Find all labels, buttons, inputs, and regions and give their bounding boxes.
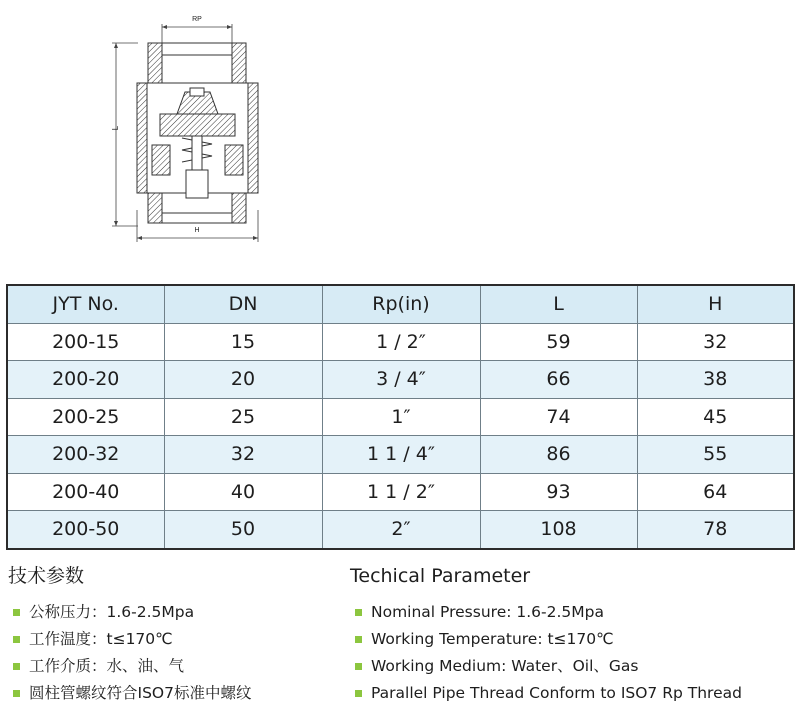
l-dimension [111,43,138,226]
bullet-square-icon [13,636,20,643]
cell-dn: 40 [164,473,322,511]
params-cn-title: 技术参数 [8,565,85,587]
list-item [8,653,338,680]
table-row [7,361,794,399]
bullet-square-icon [13,663,20,670]
spec-table [6,284,795,550]
bullet-square-icon [13,690,20,697]
cell-l: 66 [480,361,637,399]
cell-rp: 1 / 2″ [322,323,480,361]
valve-technical-drawing [100,10,300,245]
bullet-square-icon [355,636,362,643]
param-text: 圆柱管螺纹符合ISO7标准中螺纹 [29,684,252,702]
h-label: H [194,227,200,234]
cell-rp: 1 1 / 4″ [322,436,480,474]
param-text: 公称压力：1.6-2.5Mpa [29,603,195,621]
header-jyt-no: JYT No. [7,285,164,323]
params-en-title: Techical Parameter [350,565,531,587]
header-dn: DN [164,285,322,323]
params-chinese [8,563,338,707]
bullet-square-icon [355,690,362,697]
cell-jyt-no: 200-40 [7,473,164,511]
table-row [7,436,794,474]
header-l: L [480,285,637,323]
header-rp: Rp(in) [322,285,480,323]
cell-jyt-no: 200-25 [7,398,164,436]
cell-l: 59 [480,323,637,361]
params-cn-list [8,599,338,707]
bullet-square-icon [355,663,362,670]
params-english [350,563,790,707]
table-row [7,473,794,511]
cell-rp: 1 1 / 2″ [322,473,480,511]
valve-body [137,43,258,223]
list-item [350,599,790,626]
table-row [7,323,794,361]
params-en-list [350,599,790,707]
param-text: Working Medium: Water、Oil、Gas [371,657,639,675]
rp-dimension [162,16,232,46]
cell-h: 32 [637,323,794,361]
param-text: Working Temperature: t≤170℃ [371,630,614,648]
bullet-square-icon [13,609,20,616]
cell-dn: 50 [164,511,322,549]
cell-jyt-no: 200-32 [7,436,164,474]
param-text: Nominal Pressure: 1.6-2.5Mpa [371,603,604,621]
list-item [8,626,338,653]
list-item [8,599,338,626]
cell-dn: 20 [164,361,322,399]
param-text: 工作温度：t≤170℃ [29,630,173,648]
param-text: 工作介质：水、油、气 [29,657,185,675]
table-header-row [7,285,794,323]
bullet-square-icon [355,609,362,616]
list-item [350,680,790,707]
param-text: Parallel Pipe Thread Conform to ISO7 Rp Thread [371,684,742,702]
cell-h: 38 [637,361,794,399]
table-row [7,398,794,436]
list-item [350,653,790,680]
cell-l: 93 [480,473,637,511]
cell-jyt-no: 200-15 [7,323,164,361]
cell-h: 45 [637,398,794,436]
list-item [8,680,338,707]
rp-label: RP [192,16,202,23]
cell-jyt-no: 200-50 [7,511,164,549]
cell-l: 74 [480,398,637,436]
cell-h: 55 [637,436,794,474]
cell-rp: 2″ [322,511,480,549]
cell-dn: 25 [164,398,322,436]
cell-dn: 15 [164,323,322,361]
cell-h: 78 [637,511,794,549]
table-row [7,511,794,549]
cell-h: 64 [637,473,794,511]
cell-dn: 32 [164,436,322,474]
l-label: L [111,125,120,131]
cell-jyt-no: 200-20 [7,361,164,399]
cell-l: 108 [480,511,637,549]
cell-l: 86 [480,436,637,474]
list-item [350,626,790,653]
cell-rp: 1″ [322,398,480,436]
header-h: H [637,285,794,323]
cell-rp: 3 / 4″ [322,361,480,399]
